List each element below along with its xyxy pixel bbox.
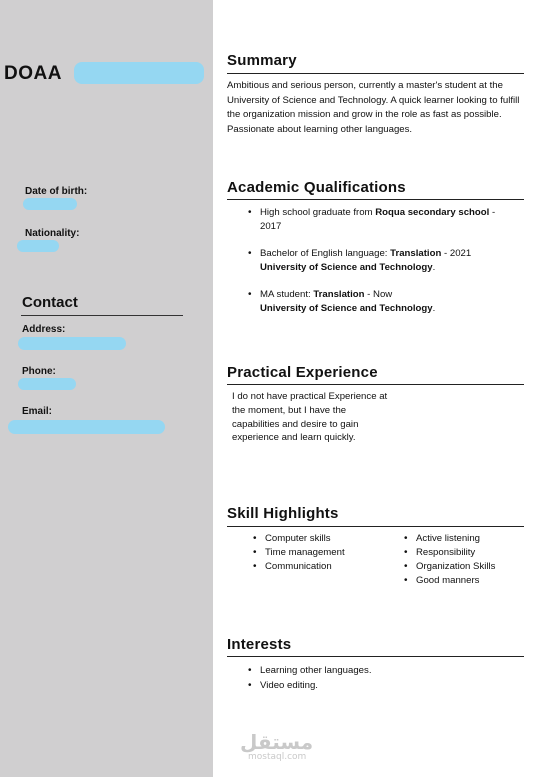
redacted-surname [74,62,204,84]
summary-heading: Summary [227,52,297,69]
qualifications-divider [227,199,524,200]
qualifications-heading: Academic Qualifications [227,179,406,196]
email-label: Email: [22,406,53,417]
summary-divider [227,73,524,74]
experience-heading: Practical Experience [227,364,378,381]
skill-item: • Good manners [402,574,522,588]
skills-divider [227,526,524,527]
candidate-name: DOAA [4,63,62,84]
interests-list [246,663,516,693]
skill-item: • Communication [251,560,391,574]
skill-item: • Computer skills [251,532,391,546]
qualifications-list [246,206,516,329]
qualification-item: • Bachelor of English language: Translation - 2021 University of Science and Technology. [246,247,516,275]
skill-item: • Responsibility [402,546,522,560]
skills-list-right [402,532,522,588]
address-label: Address: [22,324,66,335]
watermark-arabic: مستقل [240,730,314,754]
mostaql-watermark [240,730,313,762]
skill-item: • Active listening [402,532,522,546]
qualification-item: • MA student: Translation - Now University of Science and Technology. [246,288,516,316]
redacted-date-of-birth [23,198,77,210]
contact-divider [21,315,183,316]
summary-text: Ambitious and serious person, currently a master's student at the University of Science and Technology. A quick learner looking to fulfill the organization mission and grow in the role as fast as possible. Passionate about learning other languages. [227,80,520,135]
date-of-birth-label: Date of birth: [25,186,88,197]
skill-item: • Time management [251,546,391,560]
experience-divider [227,384,524,385]
skills-list-left [251,532,391,574]
redacted-address [18,337,126,350]
interest-item: • Video editing. [246,678,516,693]
redacted-nationality [17,240,59,252]
interests-divider [227,656,524,657]
qualification-item: • High school graduate from Roqua secondary school - 2017 [246,206,516,234]
redacted-email [8,420,165,434]
interest-item: • Learning other languages. [246,663,516,678]
contact-heading: Contact [22,294,78,311]
skill-item: • Organization Skills [402,560,522,574]
nationality-label: Nationality: [25,228,80,239]
redacted-phone [18,378,76,390]
experience-text: I do not have practical Experience at the moment, but I have the capabilities and desire to gain experience and learn quickly. [232,391,388,444]
skills-heading: Skill Highlights [227,505,339,522]
interests-heading: Interests [227,636,292,653]
phone-label: Phone: [22,366,56,377]
watermark-latin: mostaql.com [248,752,307,762]
